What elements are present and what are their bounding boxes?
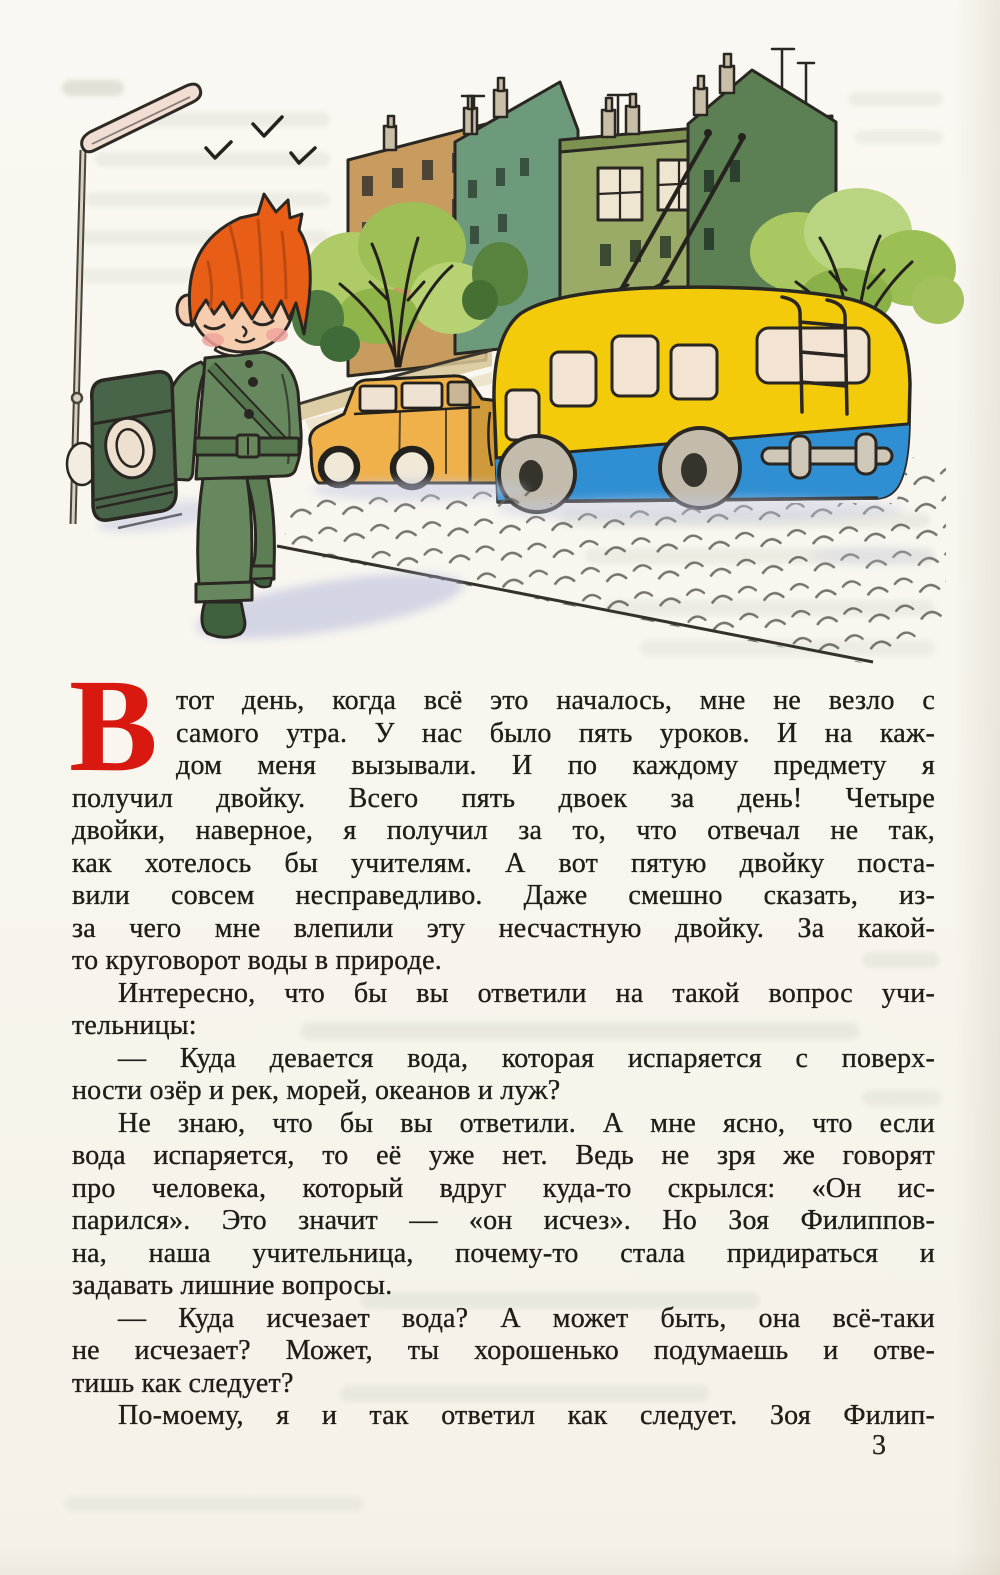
text-line: получил двойку. Всего пять двоек за день! Четыре [72,782,935,814]
text-line: за чего мне влепили эту несчастную двойку. За какой- [72,912,935,944]
text-line: — Куда исчезает вода? А может быть, она всё-таки [118,1302,935,1334]
text-line: тот день, когда всё это началось, мне не везло с [176,685,935,716]
text-line: задавать лишние вопросы. [72,1270,393,1301]
text-line: то круговорот воды в природе. [72,945,442,976]
text-line: ности озёр и рек, морей, океанов и луж? [72,1075,561,1106]
paragraph [72,1400,935,1433]
trolleybus [494,287,910,512]
text-line: самого утра. У нас было пять уроков. И на каж- [176,717,935,749]
text-line: тишь как следует? [72,1367,294,1399]
paragraph [72,978,935,1043]
text-block [69,651,935,1433]
paragraph [72,1043,935,1108]
paragraph [72,1108,935,1303]
text-line: парился». Это значит — «он исчез». Но Зоя Филиппов- [72,1205,935,1236]
text-line: про человека, который вдруг куда-то скрылся: «Он ис- [72,1172,935,1204]
drop-cap: В [69,651,158,799]
schoolboy [160,194,311,637]
text-line: Интересно, что бы вы ответили на такой вопрос учи- [118,977,935,1009]
scan-edge-shade-bottom [0,1549,1000,1575]
paragraph [69,651,935,978]
text-line: тельницы: [72,1010,197,1041]
briefcase [67,372,176,520]
book-illustration [0,0,1000,690]
text-line: Не знаю, что бы вы ответили. А мне ясно, что если [118,1107,935,1139]
text-line: не исчезает? Может, ты хорошенько подумаешь и отве- [72,1335,935,1366]
scan-edge-shade [954,0,1000,1575]
page-number: 3 [872,1430,886,1461]
text-line: двойки, наверное, я получил за то, что отвечал не так, [72,815,935,846]
text-line: как хотелось бы учителям. А вот пятую двойку поста- [72,847,935,879]
text-line: вода испаряется, то её уже нет. Ведь не зря же говорят [72,1140,935,1171]
text-line: вили совсем несправедливо. Даже смешно сказать, из- [72,880,935,911]
text-line: — Куда девается вода, которая испаряется с поверх- [118,1042,935,1074]
paragraph [72,1303,935,1401]
text-line: дом меня вызывали. И по каждому предмету я [176,750,935,781]
birds [206,117,315,163]
text-line: По-моему, я и так ответил как следует. Зоя Филип- [118,1400,935,1431]
text-line: на, наша учительница, почему-то стала придираться и [72,1237,935,1269]
